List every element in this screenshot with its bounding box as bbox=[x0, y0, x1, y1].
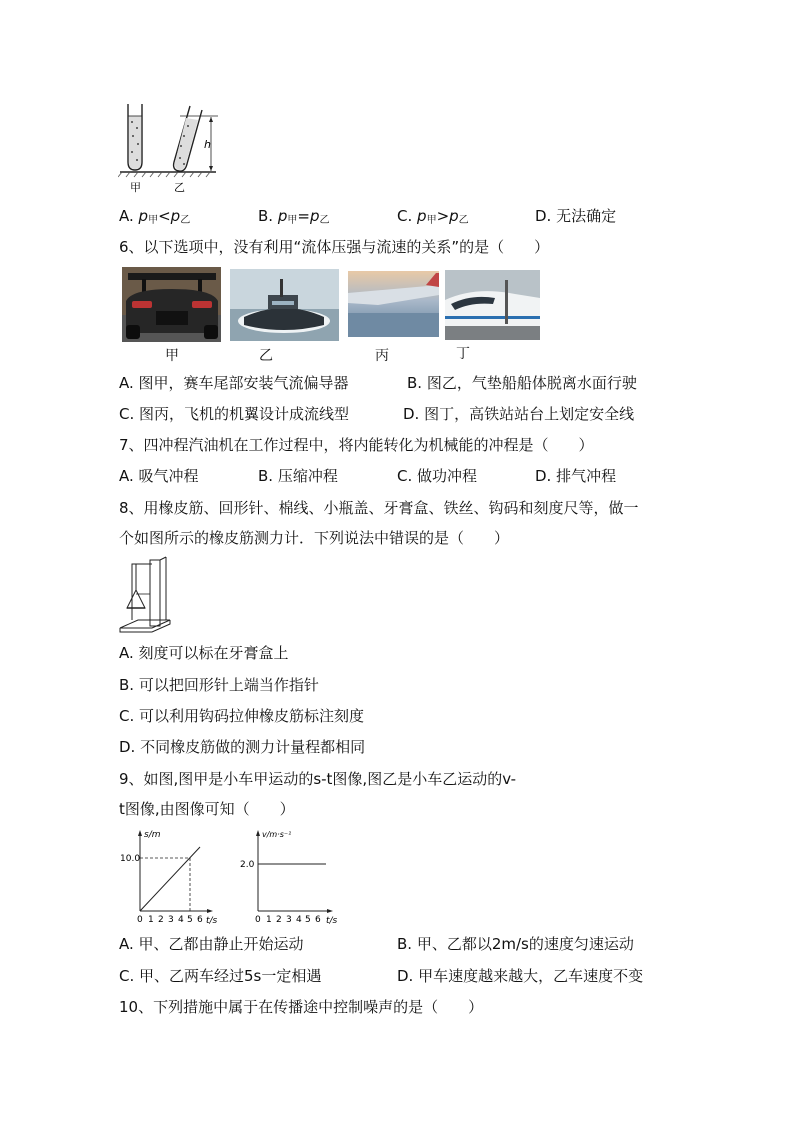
st-graph bbox=[118, 827, 218, 925]
race-car-photo bbox=[122, 267, 221, 342]
rubber-band-dynamometer-figure bbox=[118, 556, 172, 638]
st-xtick: 3 bbox=[168, 915, 174, 925]
q6-stem: 6、以下选项中，没有利用“流体压强与流速的关系”的是（ ） bbox=[119, 238, 550, 256]
hovercraft-photo bbox=[230, 269, 339, 341]
q7-option-a: A. 吸气冲程 bbox=[119, 467, 199, 485]
tube-label-yi: 乙 bbox=[174, 181, 185, 194]
vt-ylabel: v/m·s⁻¹ bbox=[262, 830, 292, 839]
st-ylabel: s/m bbox=[144, 830, 161, 840]
q8-option-c: C. 可以利用钩码拉伸橡皮筋标注刻度 bbox=[119, 707, 365, 725]
q9-option-b: B. 甲、乙都以2m/s的速度匀速运动 bbox=[397, 935, 634, 953]
vt-xtick: 1 bbox=[266, 915, 272, 925]
high-speed-train-photo bbox=[445, 270, 540, 340]
tube-label-jia: 甲 bbox=[130, 181, 141, 194]
q7-option-b: B. 压缩冲程 bbox=[258, 467, 338, 485]
q5-option-b: B. $p_甲=p_乙$ bbox=[258, 207, 330, 226]
st-xtick: 2 bbox=[158, 915, 164, 925]
st-xtick: 1 bbox=[148, 915, 154, 925]
st-xtick: 0 bbox=[137, 915, 143, 925]
q9-option-d: D. 甲车速度越来越大，乙车速度不变 bbox=[397, 967, 644, 985]
st-xtick: 6 bbox=[197, 915, 203, 925]
q7-option-c: C. 做功冲程 bbox=[397, 467, 478, 485]
airplane-wing-photo bbox=[348, 271, 439, 337]
q7-option-d: D. 排气冲程 bbox=[535, 467, 617, 485]
vt-xtick: 0 bbox=[255, 915, 261, 925]
q6-option-b: B. 图乙，气垫船船体脱离水面行驶 bbox=[407, 374, 637, 392]
q8-stem-line1: 8、用橡皮筋、回形针、棉线、小瓶盖、牙膏盒、铁丝、钩码和刻度尺等，做一 bbox=[119, 499, 639, 517]
st-xlabel: t/s bbox=[206, 916, 218, 925]
q8-option-a: A. 刻度可以标在牙膏盒上 bbox=[119, 644, 289, 662]
q6-option-d: D. 图丁，高铁站站台上划定安全线 bbox=[403, 405, 635, 423]
q8-option-d: D. 不同橡皮筋做的测力计量程都相同 bbox=[119, 738, 366, 756]
vt-graph bbox=[238, 827, 340, 925]
h-label: h bbox=[204, 138, 211, 151]
st-ytick: 10.0 bbox=[120, 854, 141, 864]
st-xtick: 5 bbox=[187, 915, 193, 925]
q5-option-c: C. $p_甲>p_乙$ bbox=[397, 207, 469, 226]
vt-xtick: 4 bbox=[296, 915, 302, 925]
q5-option-a: A. $p_甲<p_乙$ bbox=[119, 207, 191, 226]
photo-caption-bing: 丙 bbox=[375, 348, 389, 364]
st-xtick: 4 bbox=[178, 915, 184, 925]
photo-caption-yi: 乙 bbox=[259, 348, 273, 364]
q10-stem: 10、下列措施中属于在传播途中控制噪声的是（ ） bbox=[119, 998, 484, 1016]
q6-option-a: A. 图甲，赛车尾部安装气流偏导器 bbox=[119, 374, 349, 392]
photo-caption-jia: 甲 bbox=[165, 348, 179, 364]
q9-option-c: C. 甲、乙两车经过5s一定相遇 bbox=[119, 967, 322, 985]
vt-xtick: 2 bbox=[276, 915, 282, 925]
q6-option-c: C. 图丙，飞机的机翼设计成流线型 bbox=[119, 405, 350, 423]
q9-stem-line1: 9、如图,图甲是小车甲运动的s-t图像,图乙是小车乙运动的v- bbox=[119, 770, 517, 788]
photo-caption-ding: 丁 bbox=[456, 346, 470, 362]
vt-xtick: 3 bbox=[286, 915, 292, 925]
q8-stem-line2: 个如图所示的橡皮筋测力计．下列说法中错误的是（ ） bbox=[119, 529, 510, 547]
q9-stem-line2: t图像,由图像可知（ ） bbox=[119, 800, 295, 818]
vt-xlabel: t/s bbox=[326, 916, 338, 925]
tubes-figure bbox=[118, 100, 228, 195]
q9-option-a: A. 甲、乙都由静止开始运动 bbox=[119, 935, 304, 953]
vt-xtick: 6 bbox=[315, 915, 321, 925]
q5-option-d: D. 无法确定 bbox=[535, 207, 617, 225]
vt-ytick: 2.0 bbox=[240, 860, 255, 870]
vt-xtick: 5 bbox=[305, 915, 311, 925]
q8-option-b: B. 可以把回形针上端当作指针 bbox=[119, 676, 319, 694]
q7-stem: 7、四冲程汽油机在工作过程中，将内能转化为机械能的冲程是（ ） bbox=[119, 436, 594, 454]
